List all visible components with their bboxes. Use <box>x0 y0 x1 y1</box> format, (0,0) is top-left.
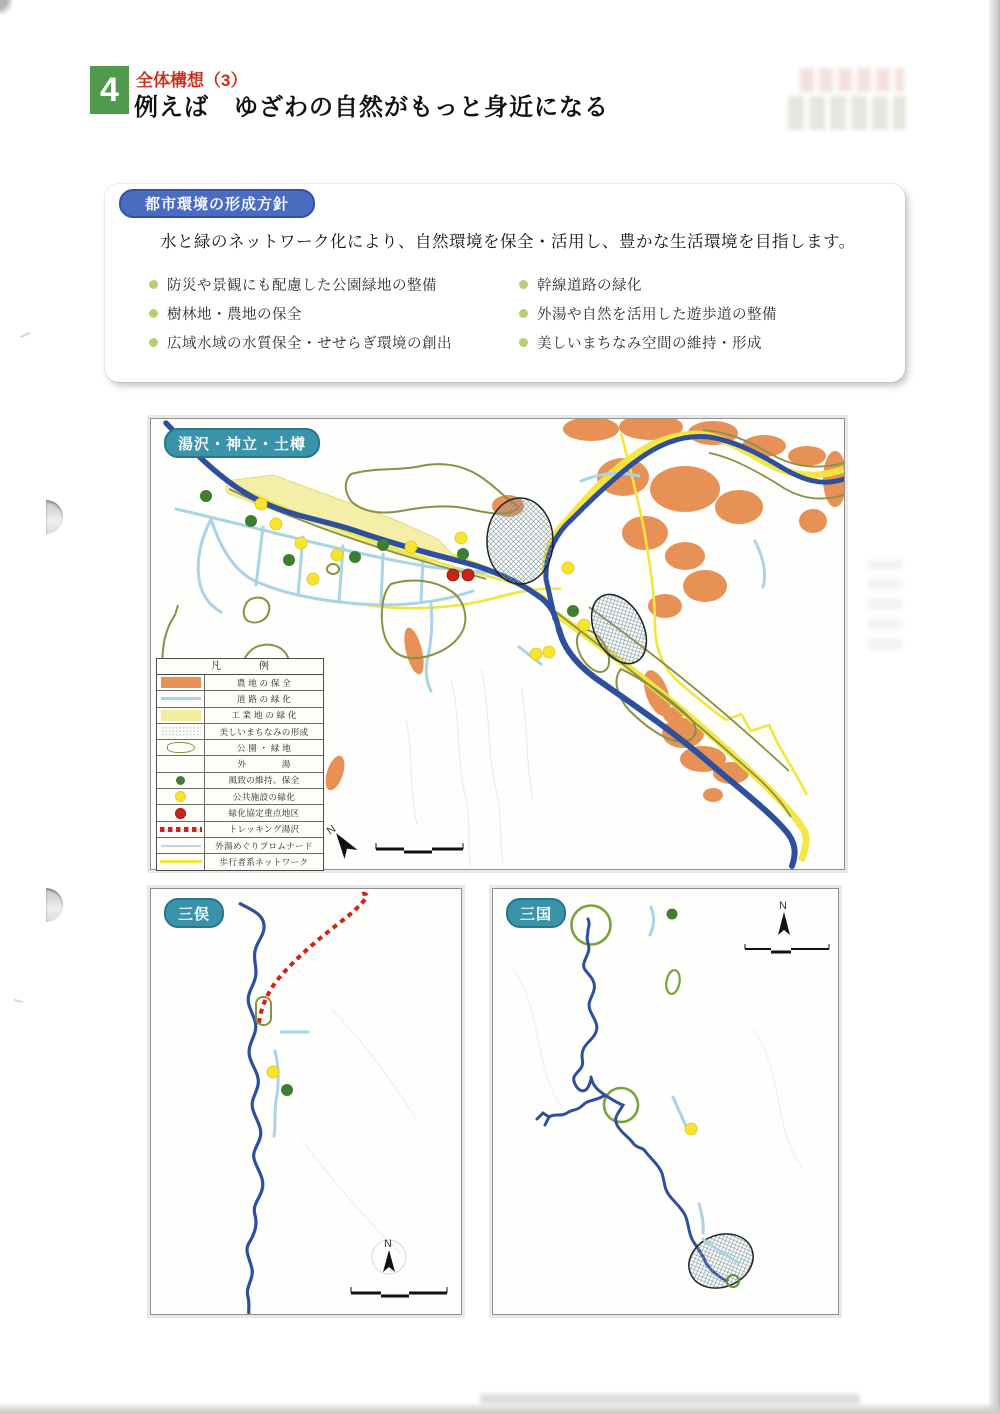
legend-symbol-cell <box>157 854 205 869</box>
legend-label: 外 湯 <box>237 759 291 770</box>
list-item <box>519 328 777 357</box>
industrial-swatch-icon <box>161 710 201 721</box>
townscape-zone <box>681 1225 762 1298</box>
farmland-swatch-icon <box>161 677 201 688</box>
map-title-pill <box>164 428 320 458</box>
legend-label: 公共施設の緑化 <box>232 791 296 802</box>
legend-symbol-cell <box>157 789 205 804</box>
bleedthrough-artifact <box>788 96 906 130</box>
legend-symbol-cell <box>157 805 205 820</box>
section-number-badge <box>90 66 129 114</box>
policy-bullets-left <box>149 270 452 357</box>
yellow-dot-icon <box>175 791 186 802</box>
legend-symbol-cell <box>157 838 205 853</box>
park-outline-swatch-icon <box>167 742 195 753</box>
bullet-dot-icon <box>149 280 158 289</box>
bullet-label: 幹線道路の緑化 <box>537 278 642 294</box>
bleedthrough-artifact <box>868 560 902 650</box>
scale-bar <box>745 944 829 952</box>
trekking-route <box>259 894 367 1023</box>
bullet-label: 外湯や自然を活用した遊歩道の整備 <box>537 307 777 323</box>
map-mikuni <box>492 888 839 1315</box>
legend-symbol-cell <box>157 724 205 739</box>
policy-label: 都市環境の形成方針 <box>144 196 289 213</box>
bullet-dot-icon <box>149 338 158 347</box>
section-category: 全体構想（3） <box>136 71 248 90</box>
pencil-mark <box>14 999 23 1003</box>
map-yuzawa-kandatsu-tsuchitaru <box>150 418 845 870</box>
policy-statement: 水と緑のネットワーク化により、自然環境を保全・活用し、豊かな生活環境を目指します。 <box>160 232 856 251</box>
scenic-preservation-dot <box>667 909 678 920</box>
north-label: N <box>779 900 787 912</box>
legend-row <box>157 805 323 821</box>
legend-symbol-cell <box>157 822 205 837</box>
north-arrow <box>372 1238 406 1274</box>
bullet-dot-icon <box>149 309 158 318</box>
legend-label: 歩行者系ネットワーク <box>219 856 309 867</box>
road-greening-swatch-icon <box>161 697 201 700</box>
scenic-preservation-dot <box>281 1084 293 1096</box>
legend-label: 公 園 ・ 緑 地 <box>236 742 292 753</box>
legend-symbol-cell <box>157 691 205 706</box>
section-number: 4 <box>100 70 119 109</box>
legend-label: 道 路 の 緑 化 <box>236 693 292 704</box>
map-artwork <box>151 889 461 1314</box>
legend-row <box>157 724 323 740</box>
list-item <box>149 270 452 299</box>
legend-symbol-cell <box>157 756 205 771</box>
pedestrian-line-icon <box>160 860 202 863</box>
red-dot-icon <box>175 808 186 819</box>
list-item <box>149 299 452 328</box>
legend-row <box>157 773 323 789</box>
green-dot-icon <box>176 776 185 785</box>
map-title: 三俣 <box>178 905 211 923</box>
map-title-pill <box>506 898 566 928</box>
legend-row <box>157 675 323 691</box>
legend-row <box>157 838 323 854</box>
river-path <box>239 903 264 1314</box>
map-title-pill <box>164 898 224 928</box>
legend-symbol-cell <box>157 773 205 788</box>
promenade-line-icon <box>161 845 201 847</box>
green-zone-circle <box>572 906 611 945</box>
map-legend <box>156 658 324 871</box>
legend-label: 緑化協定重点地区 <box>228 808 300 819</box>
legend-row <box>157 854 323 869</box>
bullet-dot-icon <box>519 338 528 347</box>
legend-label: 工 業 地 の 緑 化 <box>231 710 297 721</box>
legend-row <box>157 708 323 724</box>
bleedthrough-artifact <box>800 68 904 92</box>
townscape-swatch-icon <box>161 726 201 737</box>
scan-edge-bottom <box>0 1402 1000 1414</box>
legend-label: 美しいまちなみの形成 <box>219 726 309 737</box>
scale-bar <box>376 843 463 852</box>
road-greening-lines <box>274 1032 308 1136</box>
list-item <box>519 270 777 299</box>
trekking-dash-icon <box>160 827 202 832</box>
north-arrow <box>323 820 357 859</box>
legend-row <box>157 756 323 772</box>
bullet-label: 防災や景観にも配慮した公園緑地の整備 <box>167 278 437 294</box>
map-title: 湯沢・神立・土樽 <box>178 435 307 453</box>
legend-row <box>157 691 323 707</box>
scan-edge-right <box>989 0 1000 1414</box>
legend-symbol-cell <box>157 740 205 755</box>
legend-title: 凡 例 <box>157 659 323 675</box>
contour-lines <box>406 669 533 867</box>
legend-label: 風致の維持、保全 <box>228 775 300 786</box>
map-title: 三国 <box>520 905 553 923</box>
bullet-dot-icon <box>519 309 528 318</box>
bullet-label: 広域水域の水質保全・せせらぎ環境の創出 <box>167 336 452 352</box>
legend-row <box>157 740 323 756</box>
legend-label: 外湯めぐりプロムナード <box>215 840 313 851</box>
legend-label: トレッキング湯沢 <box>228 824 300 835</box>
page-title: 例えば ゆざわの自然がもっと身近になる <box>134 95 609 121</box>
legend-symbol-cell <box>157 708 205 723</box>
list-item <box>519 299 777 328</box>
public-facility-dot <box>685 1123 697 1135</box>
policy-bullets-right <box>519 270 777 357</box>
north-arrow <box>778 900 790 935</box>
public-facility-dot <box>267 1066 279 1078</box>
park-outline <box>665 969 682 995</box>
bath-swatch-icon <box>161 759 201 770</box>
legend-label: 農 地 の 保 全 <box>236 677 292 688</box>
road-greening-lines <box>650 907 739 1263</box>
punch-hole-bottom <box>46 888 63 922</box>
map-mitsumata <box>150 888 462 1315</box>
punch-hole-top <box>46 500 63 534</box>
north-label: N <box>324 823 339 838</box>
legend-row <box>157 822 323 838</box>
bullet-label: 美しいまちなみ空間の維持・形成 <box>537 336 762 352</box>
map-artwork <box>493 889 838 1314</box>
pencil-mark <box>20 332 30 338</box>
policy-card <box>105 184 905 382</box>
legend-row <box>157 789 323 805</box>
river-paths <box>537 919 727 1281</box>
contour-lines <box>513 969 803 1169</box>
scale-bar <box>351 1287 447 1296</box>
legend-symbol-cell <box>157 675 205 690</box>
list-item <box>149 328 452 357</box>
bullet-dot-icon <box>519 280 528 289</box>
bullet-label: 樹林地・農地の保全 <box>167 307 302 323</box>
policy-label-pill <box>119 189 315 218</box>
north-label: N <box>384 1238 392 1250</box>
contour-lines <box>301 1009 416 1254</box>
scan-speck <box>0 0 14 16</box>
